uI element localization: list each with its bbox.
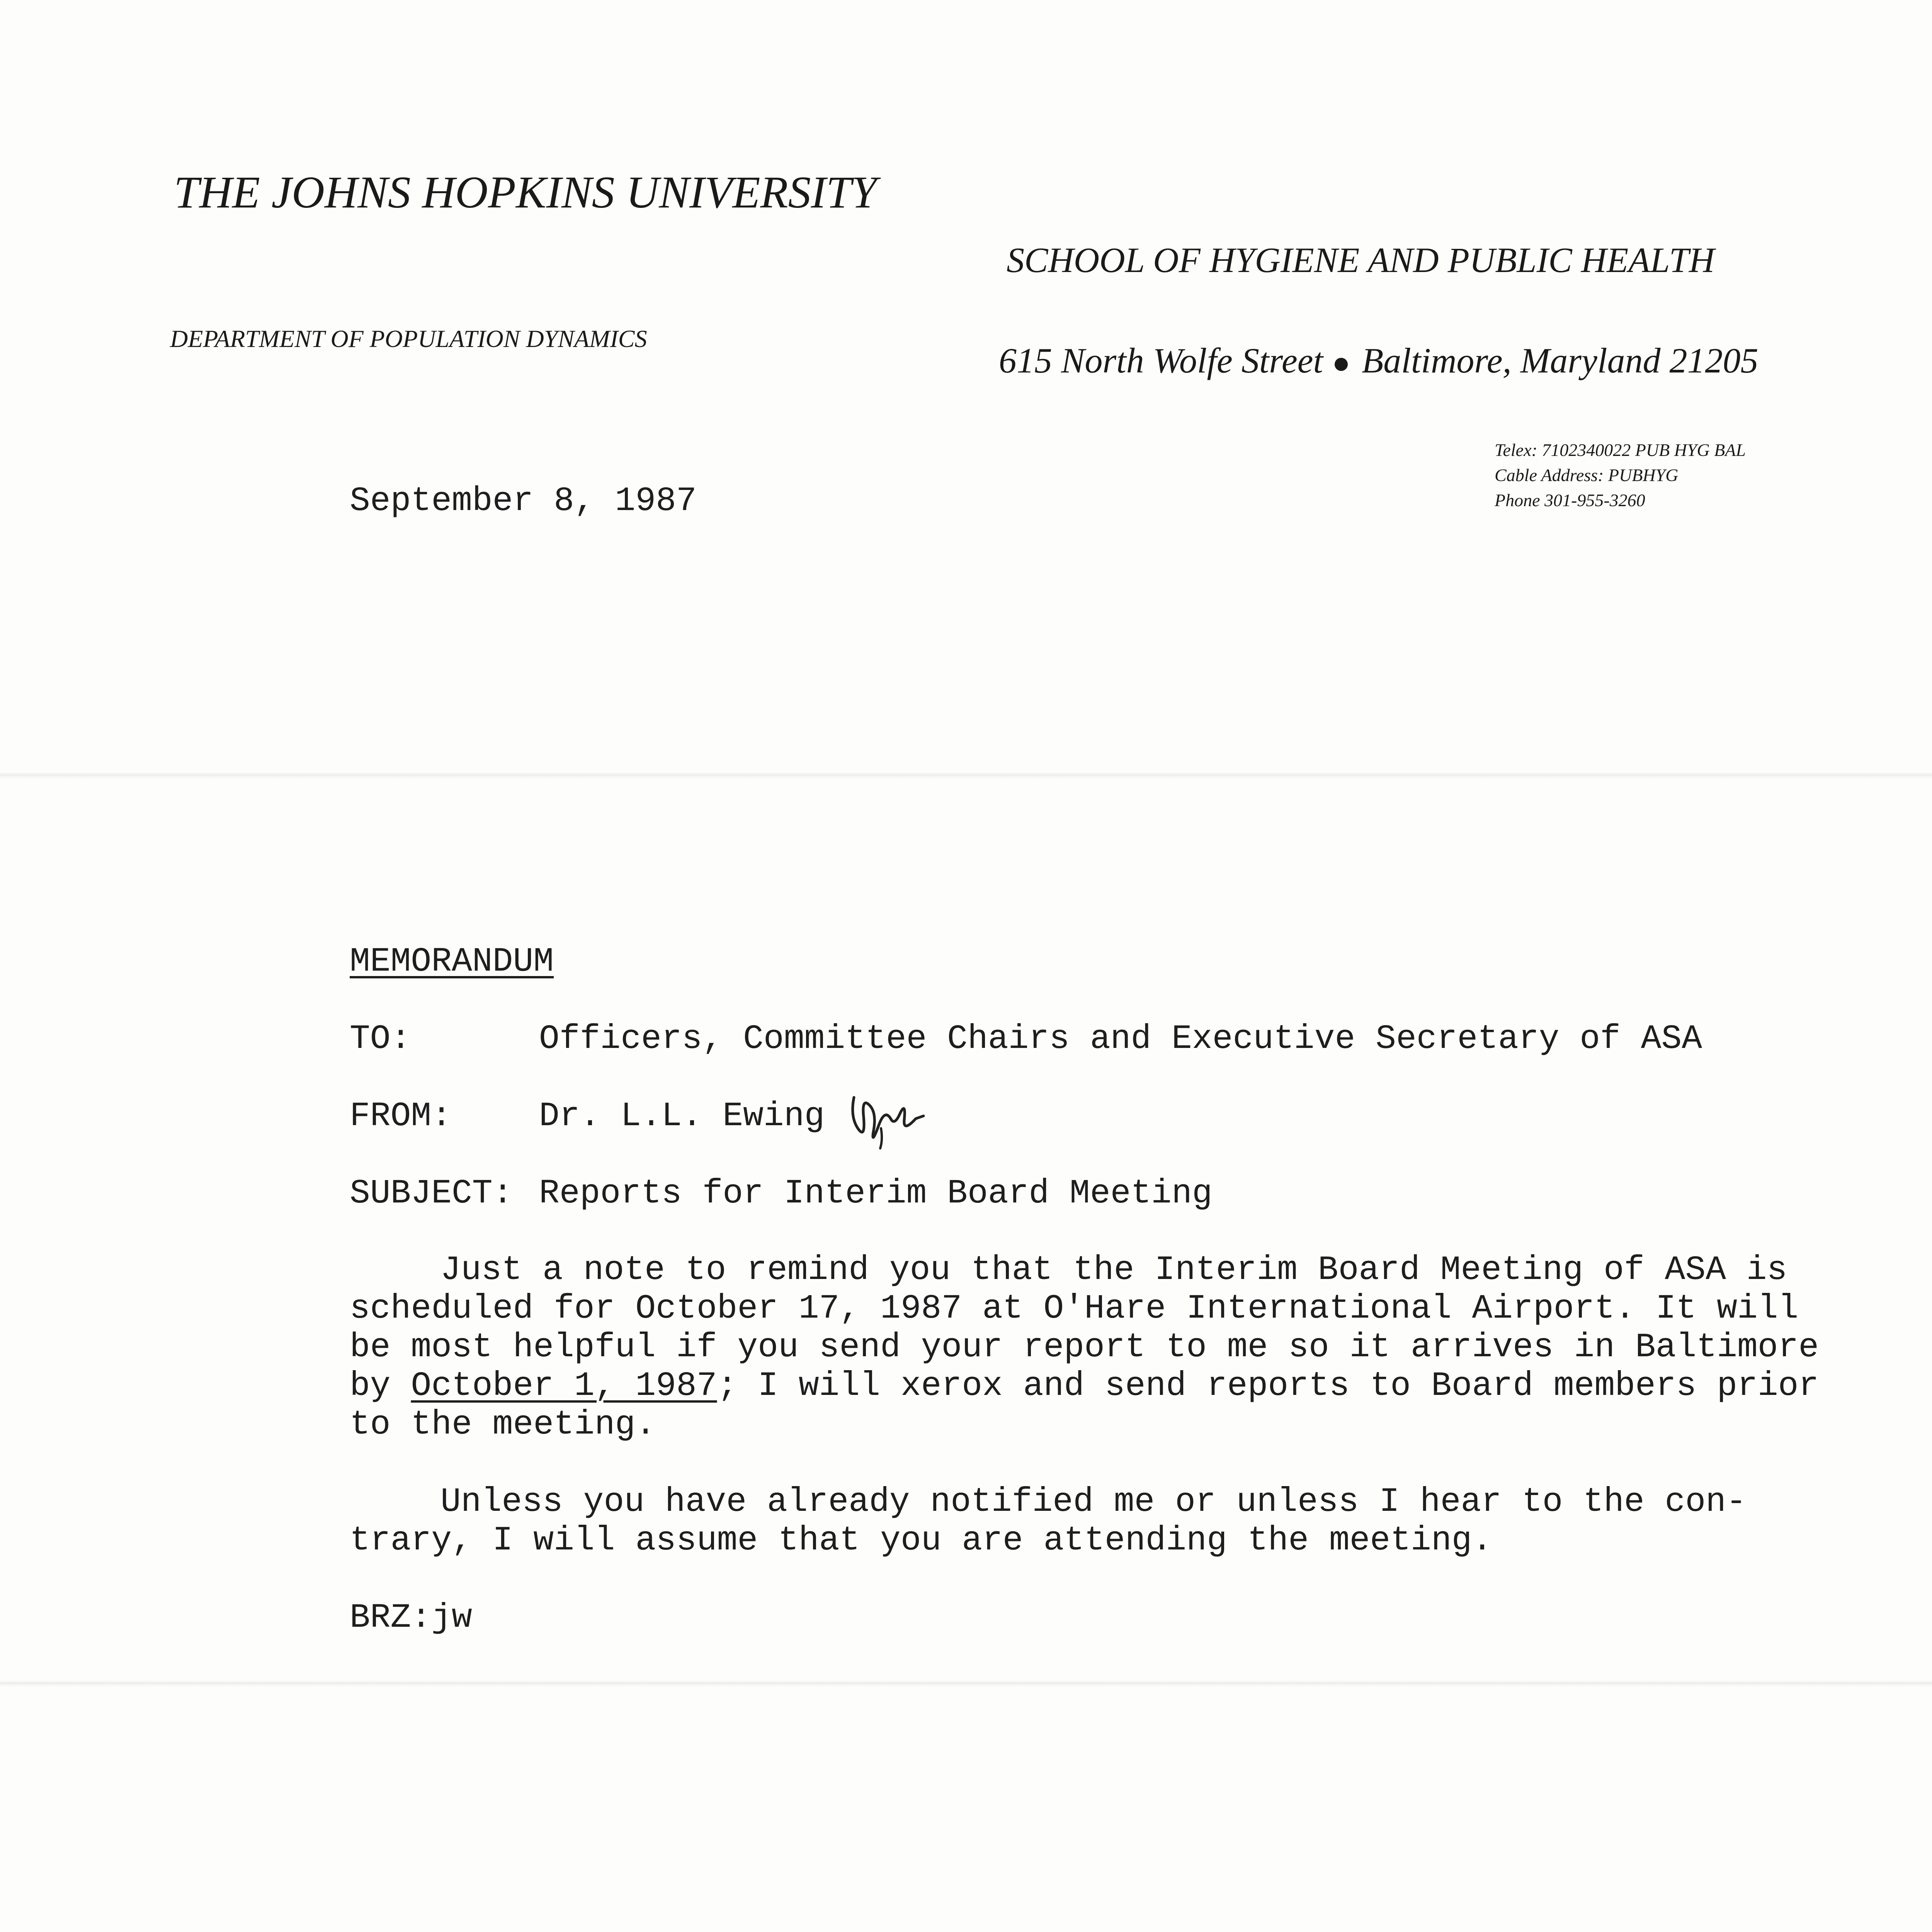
handwritten-initials xyxy=(842,1082,927,1151)
phone-number: Phone 301-955-3260 xyxy=(1495,490,1645,510)
from-sender: Dr. L.L. Ewing xyxy=(539,1097,825,1136)
body-line: to the meeting. xyxy=(350,1406,656,1444)
subject-text: Reports for Interim Board Meeting xyxy=(539,1175,1213,1213)
memo-heading: MEMORANDUM xyxy=(350,943,554,981)
address-line xyxy=(999,340,1758,381)
department-name: DEPARTMENT OF POPULATION DYNAMICS xyxy=(170,325,647,352)
city-address: Baltimore, Maryland 21205 xyxy=(1362,341,1759,380)
bullet-icon xyxy=(1335,358,1348,371)
reference-initials: BRZ:jw xyxy=(350,1599,472,1637)
to-recipients: Officers, Committee Chairs and Executive Secretary of ASA xyxy=(539,1020,1702,1058)
paper-fold-upper xyxy=(0,772,1932,779)
school-name: SCHOOL OF HYGIENE AND PUBLIC HEALTH xyxy=(1007,240,1715,280)
subject-label: SUBJECT: xyxy=(350,1175,513,1213)
body-line: be most helpful if you send your report to me so it arrives in Baltimore xyxy=(350,1328,1819,1367)
body-line: trary, I will assume that you are attending the meeting. xyxy=(350,1522,1493,1560)
body-text: by xyxy=(350,1367,411,1405)
memo-date: September 8, 1987 xyxy=(350,482,697,520)
body-line: Unless you have already notified me or unless I hear to the con- xyxy=(440,1483,1747,1521)
university-name: THE JOHNS HOPKINS UNIVERSITY xyxy=(174,167,877,218)
street-address: 615 North Wolfe Street xyxy=(999,341,1323,380)
paper-fold-lower xyxy=(0,1680,1932,1687)
cable-address: Cable Address: PUBHYG xyxy=(1495,465,1679,485)
body-line xyxy=(350,1367,1819,1405)
body-line: Just a note to remind you that the Interim Board Meeting of ASA is xyxy=(440,1251,1787,1289)
from-label: FROM: xyxy=(350,1097,452,1136)
to-label: TO: xyxy=(350,1020,411,1058)
body-text: ; I will xerox and send reports to Board members prior xyxy=(717,1367,1819,1405)
deadline-date: October 1, 1987 xyxy=(411,1367,717,1405)
body-line: scheduled for October 17, 1987 at O'Hare International Airport. It will xyxy=(350,1290,1799,1328)
telex-number: Telex: 7102340022 PUB HYG BAL xyxy=(1495,440,1746,460)
